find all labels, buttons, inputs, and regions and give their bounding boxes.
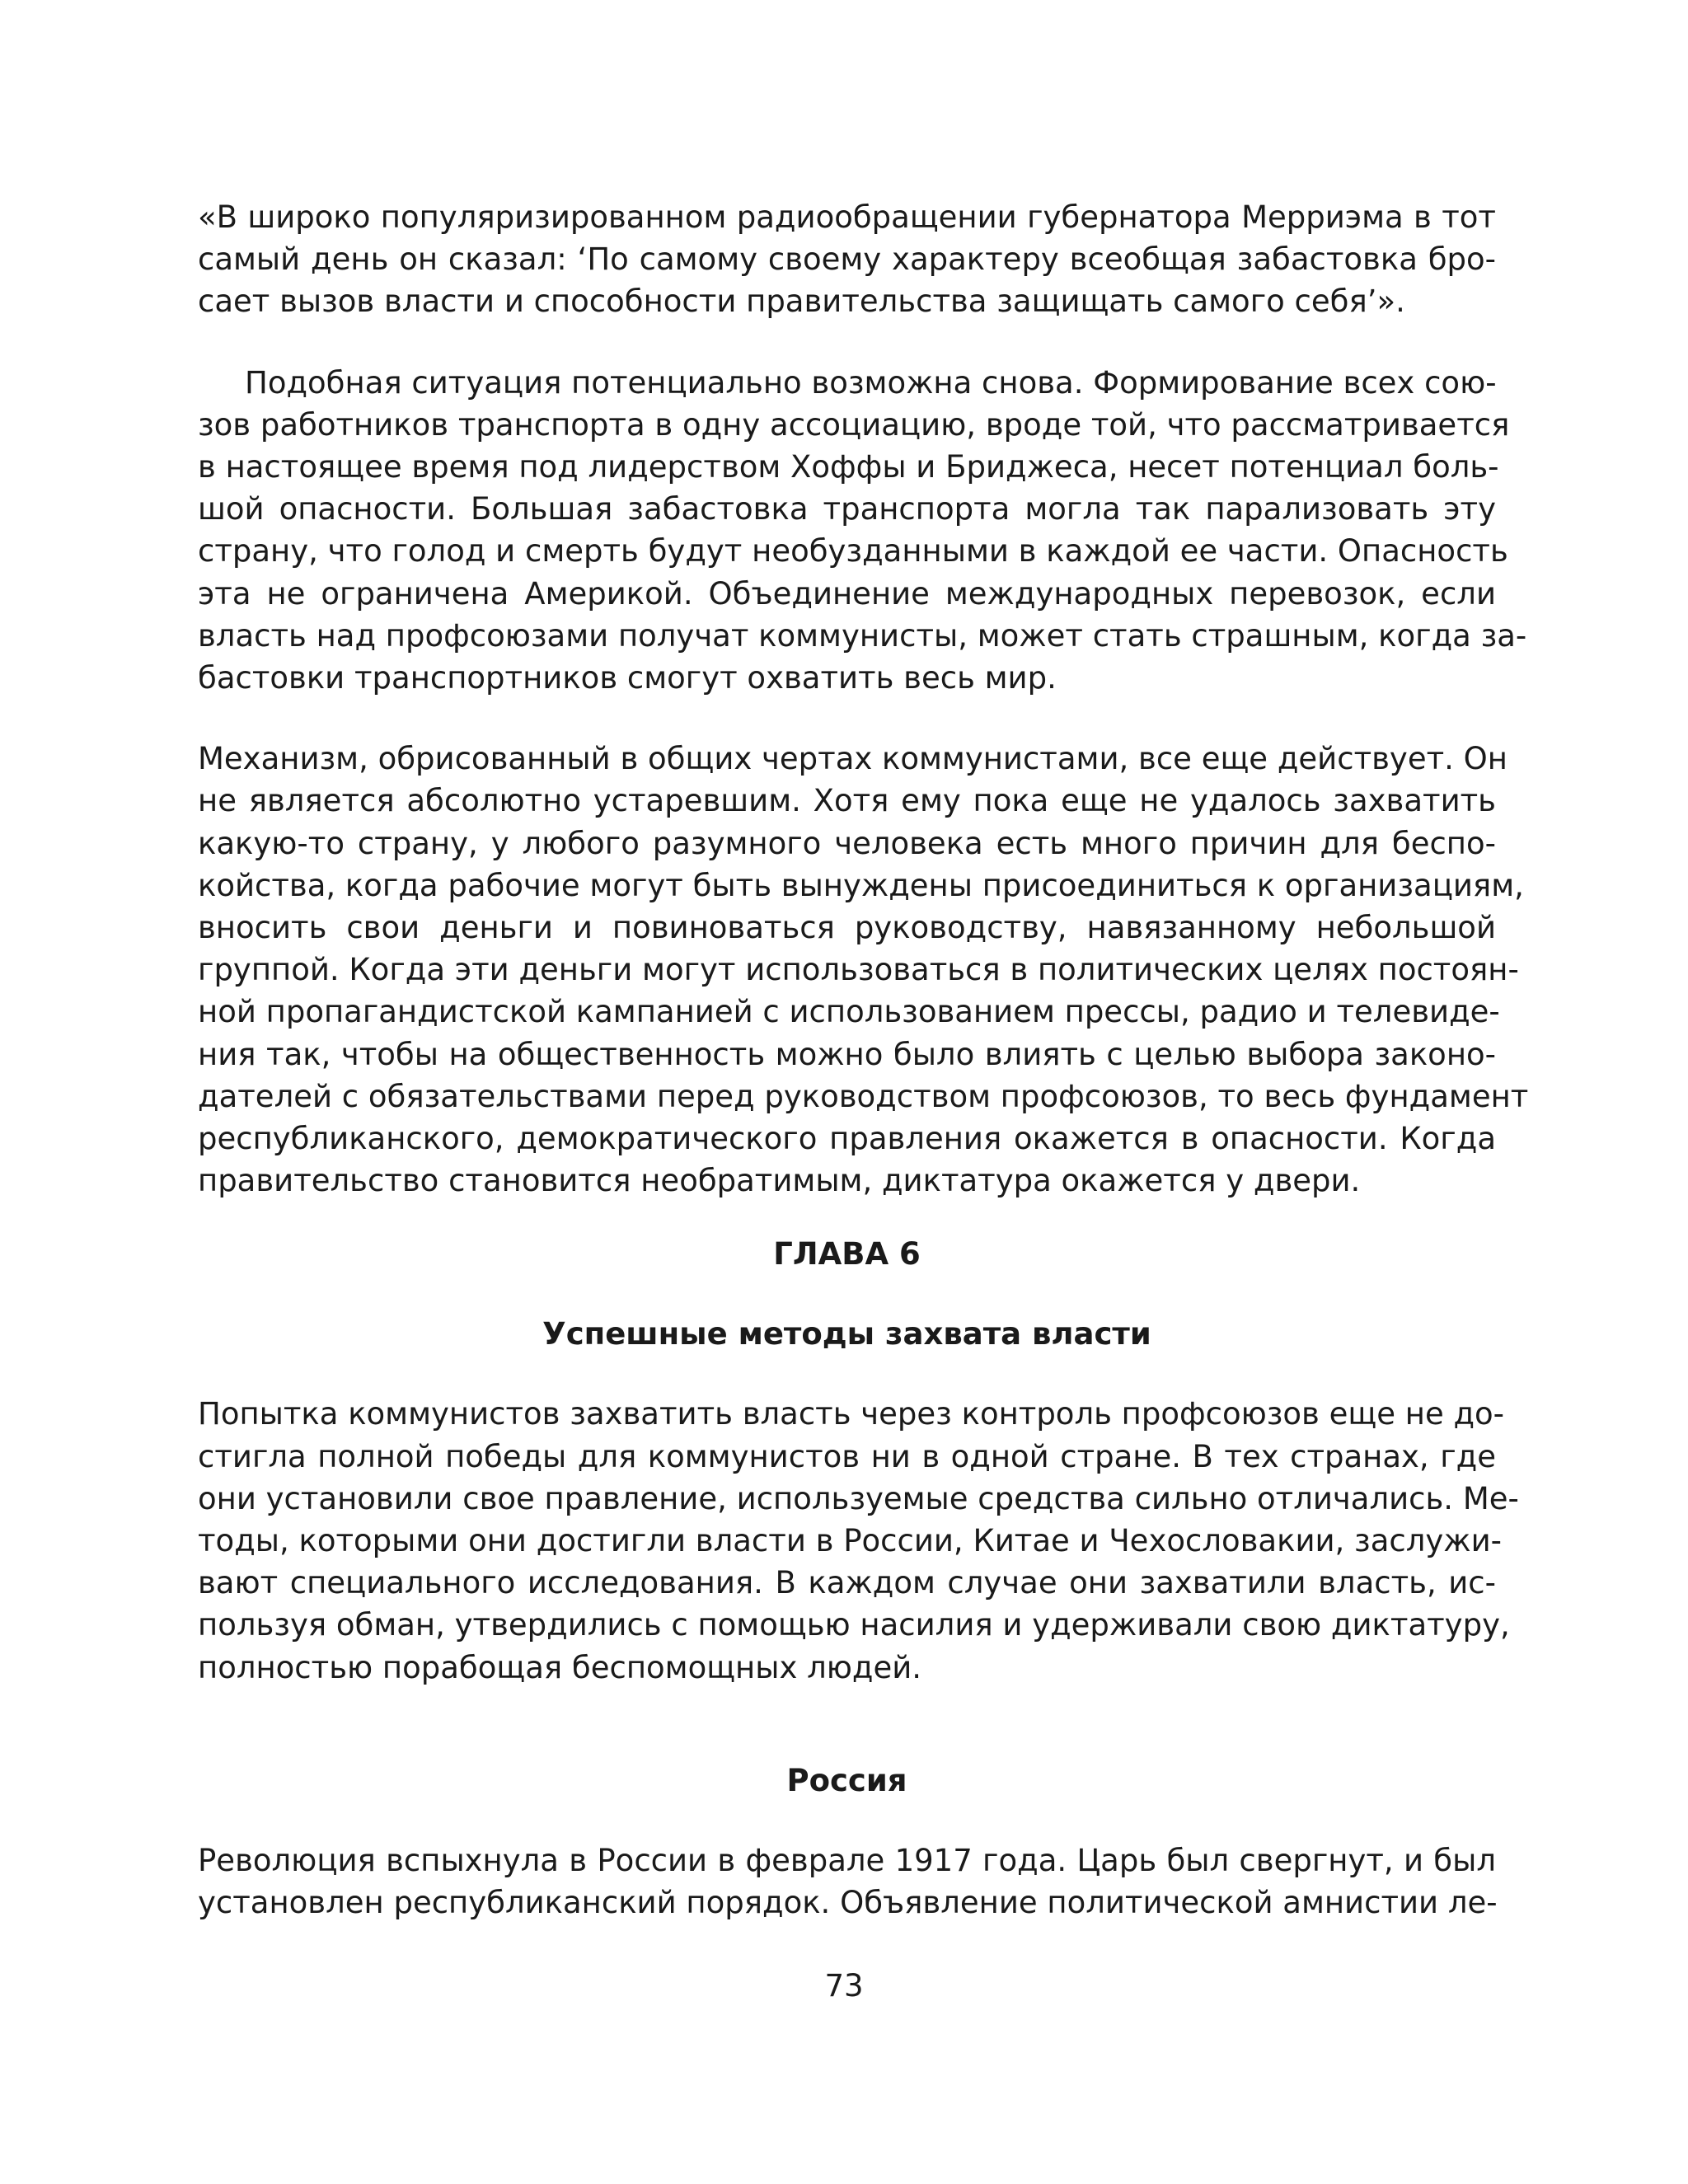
text-line: не является абсолютно устаревшим. Хотя ему пока еще не удалось захватить xyxy=(198,783,1496,819)
page-number: 73 xyxy=(824,1968,864,2004)
text-line: зов работников транспорта в одну ассоциацию, вроде той, что рассматривается xyxy=(198,406,1510,443)
chapter-title-heading: Успешные методы захвата власти xyxy=(542,1316,1151,1352)
text-line: тоды, которыми они достигли власти в России, Китае и Чехословакии, заслужи- xyxy=(198,1523,1503,1559)
text-line: Попытка коммунистов захватить власть через контроль профсоюзов еще не до- xyxy=(198,1396,1505,1432)
text-line: койства, когда рабочие могут быть вынуждены присоединиться к организациям, xyxy=(198,867,1524,903)
text-line: страну, что голод и смерть будут необузданными в каждой ее части. Опасность xyxy=(198,533,1508,569)
section-heading-russia: Россия xyxy=(786,1762,907,1798)
text-line: эта не ограничена Америкой. Объединение международных перевозок, если xyxy=(198,575,1496,612)
text-line: какую-то страну, у любого разумного человека есть много причин для беспо- xyxy=(198,825,1496,861)
paragraph-methods xyxy=(198,1393,1519,1688)
text-line: стигла полной победы для коммунистов ни в одной стране. В тех странах, где xyxy=(198,1438,1496,1474)
text-line: вносить свои деньги и повиноваться руководству, навязанному небольшой xyxy=(198,910,1496,946)
text-line: бастовки транспортников смогут охватить весь мир. xyxy=(198,660,1057,696)
text-line: самый день он сказал: ‘По самому своему характеру всеобщая забастовка бро- xyxy=(198,241,1496,278)
text-line: полностью порабощая беспомощных людей. xyxy=(198,1649,922,1685)
text-line: власть над профсоюзами получат коммунисты, может стать страшным, когда за- xyxy=(198,617,1527,654)
text-line: сает вызов власти и способности правительства защищать самого себя’». xyxy=(198,284,1405,320)
text-line: республиканского, демократического правления окажется в опасности. Когда xyxy=(198,1121,1496,1157)
text-line: установлен республиканский порядок. Объявление политической амнистии ле- xyxy=(198,1885,1498,1921)
text-line: Революция вспыхнула в России в феврале 1917 года. Царь был свергнут, и был xyxy=(198,1842,1496,1878)
text-line: дателей с обязательствами перед руководством профсоюзов, то весь фундамент xyxy=(198,1078,1529,1114)
chapter-number-heading: ГЛАВА 6 xyxy=(773,1236,921,1272)
text-line: вают специального исследования. В каждом случае они захватили власть, ис- xyxy=(198,1565,1496,1601)
text-line: «В широко популяризированном радиообращении губернатора Мерриэма в тот xyxy=(198,199,1496,235)
paragraph-transport-strike xyxy=(198,362,1527,700)
paragraph-quote xyxy=(198,196,1496,323)
text-line: ной пропагандистской кампанией с использованием прессы, радио и телевиде- xyxy=(198,994,1500,1030)
text-line: пользуя обман, утвердились с помощью насилия и удерживали свою диктатуру, xyxy=(198,1607,1510,1643)
text-line: ния так, чтобы на общественность можно было влиять с целью выбора законо- xyxy=(198,1036,1496,1072)
text-line: Механизм, обрисованный в общих чертах коммунистами, все еще действует. Он xyxy=(198,741,1507,777)
text-line: шой опасности. Большая забастовка транспорта могла так парализовать эту xyxy=(198,491,1496,527)
text-line: они установили свое правление, используемые средства сильно отличались. Ме- xyxy=(198,1480,1519,1516)
text-line: правительство становится необратимым, диктатура окажется у двери. xyxy=(198,1163,1361,1199)
text-line: группой. Когда эти деньги могут использоваться в политических целях постоян- xyxy=(198,952,1519,988)
paragraph-revolution xyxy=(198,1840,1496,1924)
text-line: Подобная ситуация потенциально возможна снова. Формирование всех сою- xyxy=(245,364,1497,401)
text-line: в настоящее время под лидерством Хоффы и Бриджеса, несет потенциал боль- xyxy=(198,449,1499,485)
page-content xyxy=(198,196,1529,1924)
paragraph-mechanism xyxy=(198,738,1529,1202)
